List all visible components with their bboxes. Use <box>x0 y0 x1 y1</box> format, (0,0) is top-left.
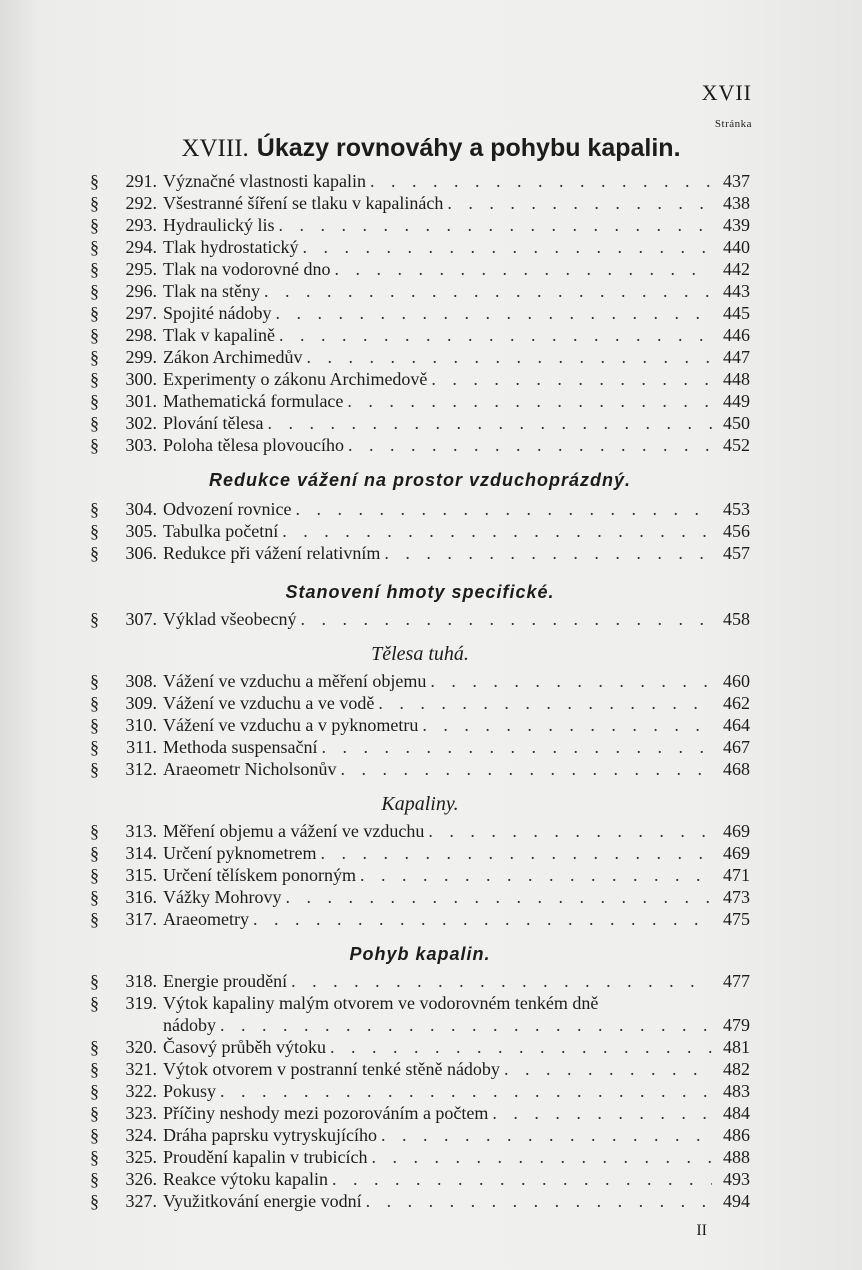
leader-dots <box>428 820 712 842</box>
toc-entry <box>90 280 750 302</box>
section-title: Methoda suspensační <box>163 737 318 757</box>
leader-dots <box>279 324 712 346</box>
section-number: 323. <box>125 1103 157 1123</box>
section-title: Spojité nádoby <box>163 303 272 323</box>
page-roman-numeral: XVII <box>701 80 752 105</box>
page-signature: II <box>696 1222 707 1239</box>
leader-dots <box>340 758 712 780</box>
section-number: 314. <box>125 843 157 863</box>
leader-dots <box>253 908 712 930</box>
leader-dots <box>431 368 712 390</box>
section-mark: § <box>90 215 99 235</box>
leader-dots <box>347 390 712 412</box>
section-mark: § <box>90 237 99 257</box>
page-number: 468 <box>723 759 750 779</box>
section-number: 292. <box>125 193 157 213</box>
section-mark: § <box>90 715 99 735</box>
chapter-heading <box>0 134 862 163</box>
leader-dots <box>320 842 712 864</box>
section-title: Tabulka početní <box>163 521 279 541</box>
page-number: 481 <box>723 1037 750 1057</box>
leader-dots <box>220 1014 712 1036</box>
section-number: 307. <box>125 609 157 629</box>
toc-entry <box>90 970 750 992</box>
toc-entry <box>90 1080 750 1102</box>
leader-dots <box>300 608 712 630</box>
section-title: Význačné vlastnosti kapalin <box>163 171 366 191</box>
section-title: Plování tělesa <box>163 413 264 433</box>
toc-entry <box>90 1102 750 1124</box>
section-mark: § <box>90 347 99 367</box>
toc-entry <box>90 842 750 864</box>
toc-entry <box>90 324 750 346</box>
leader-dots <box>330 1036 712 1058</box>
page-number: 482 <box>723 1059 750 1079</box>
leader-dots <box>381 1124 712 1146</box>
section-mark: § <box>90 193 99 213</box>
section-title: Vážení ve vzduchu a měření objemu <box>163 671 427 691</box>
section-number: 319. <box>125 993 157 1013</box>
toc-entry <box>90 346 750 368</box>
section-mark: § <box>90 303 99 323</box>
section-mark: § <box>90 369 99 389</box>
chapter-title: Úkazy rovnováhy a pohybu kapalin. <box>256 134 681 162</box>
page-number: 462 <box>723 693 750 713</box>
toc-entry <box>90 1146 750 1168</box>
section-number: 309. <box>125 693 157 713</box>
page-number: 471 <box>723 865 750 885</box>
page-number: 488 <box>723 1147 750 1167</box>
leader-dots <box>295 498 712 520</box>
section-mark: § <box>90 693 99 713</box>
section-title: Určení tělískem ponorným <box>163 865 356 885</box>
section-mark: § <box>90 887 99 907</box>
section-number: 320. <box>125 1037 157 1057</box>
section-number: 324. <box>125 1125 157 1145</box>
toc-entry <box>90 758 750 780</box>
section-title: Tlak hydrostatický <box>163 237 299 257</box>
section-mark: § <box>90 171 99 191</box>
toc-entry <box>90 520 750 542</box>
section-number: 293. <box>125 215 157 235</box>
page-number: 437 <box>723 171 750 191</box>
leader-dots <box>384 542 712 564</box>
section-title: nádoby <box>163 1015 216 1035</box>
toc-entry <box>90 236 750 258</box>
section-mark: § <box>90 1037 99 1057</box>
page-number: 477 <box>723 971 750 991</box>
page-number: 452 <box>723 435 750 455</box>
section-number: 301. <box>125 391 157 411</box>
section-number: 315. <box>125 865 157 885</box>
toc-entry <box>90 214 750 236</box>
section-title: Příčiny neshody mezi pozorováním a počtem <box>163 1103 489 1123</box>
section-number: 326. <box>125 1169 157 1189</box>
section-number: 297. <box>125 303 157 323</box>
leader-dots <box>282 520 712 542</box>
section-title: Všestranné šíření se tlaku v kapalinách <box>163 193 444 213</box>
leader-dots <box>278 214 712 236</box>
section-mark: § <box>90 1059 99 1079</box>
section-title: Výtok kapaliny malým otvorem ve vodorovném tenkém dně <box>163 993 599 1013</box>
section-title: Mathematická formulace <box>163 391 344 411</box>
section-number: 327. <box>125 1191 157 1211</box>
section-title: Dráha paprsku vytryskujícího <box>163 1125 377 1145</box>
section-title: Poloha tělesa plovoucího <box>163 435 344 455</box>
section-number: 308. <box>125 671 157 691</box>
leader-dots <box>422 714 712 736</box>
toc-entry <box>90 1190 750 1212</box>
section-mark: § <box>90 521 99 541</box>
section-mark: § <box>90 391 99 411</box>
section-title: Určení pyknometrem <box>163 843 317 863</box>
page-number: 467 <box>723 737 750 757</box>
section-number: 294. <box>125 237 157 257</box>
section-title: Reakce výtoku kapalin <box>163 1169 328 1189</box>
section-number: 304. <box>125 499 157 519</box>
section-mark: § <box>90 671 99 691</box>
leader-dots <box>276 302 713 324</box>
section-number: 316. <box>125 887 157 907</box>
section-title: Energie proudění <box>163 971 288 991</box>
leader-dots <box>334 258 712 280</box>
subheading-telesa-tuha: Tělesa tuhá. <box>371 643 469 665</box>
page-number: 442 <box>723 259 750 279</box>
toc-entry <box>90 908 750 930</box>
page-number: 443 <box>723 281 750 301</box>
section-number: 302. <box>125 413 157 433</box>
section-title: Tlak v kapalině <box>163 325 275 345</box>
section-mark: § <box>90 759 99 779</box>
section-mark: § <box>90 1147 99 1167</box>
page-number: 440 <box>723 237 750 257</box>
leader-dots <box>370 170 712 192</box>
section-number: 317. <box>125 909 157 929</box>
leader-dots <box>504 1058 712 1080</box>
section-title: Pokusy <box>163 1081 217 1101</box>
page-column-label: Stránka <box>714 118 752 130</box>
section-mark: § <box>90 1081 99 1101</box>
page-number: 445 <box>723 303 750 323</box>
section-mark: § <box>90 971 99 991</box>
leader-dots <box>302 236 712 258</box>
section-number: 291. <box>125 171 157 191</box>
section-number: 318. <box>125 971 157 991</box>
leader-dots <box>366 1190 712 1212</box>
section-mark: § <box>90 1169 99 1189</box>
section-mark: § <box>90 909 99 929</box>
page-number: 450 <box>723 413 750 433</box>
section-title: Vážky Mohrovy <box>163 887 282 907</box>
section-title: Využitkování energie vodní <box>163 1191 362 1211</box>
page-number: 448 <box>723 369 750 389</box>
page-number: 439 <box>723 215 750 235</box>
subheading-kapaliny: Kapaliny. <box>381 793 459 815</box>
page-number: 469 <box>723 821 750 841</box>
toc-entry <box>90 434 750 456</box>
leader-dots <box>264 280 712 302</box>
leader-dots <box>430 670 712 692</box>
page-number: 449 <box>723 391 750 411</box>
page-number: 464 <box>723 715 750 735</box>
toc-entry <box>90 886 750 908</box>
section-mark: § <box>90 435 99 455</box>
page-number: 484 <box>723 1103 750 1123</box>
toc-entry <box>90 1124 750 1146</box>
page-number: 494 <box>723 1191 750 1211</box>
section-mark: § <box>90 1103 99 1123</box>
toc-entry <box>90 736 750 758</box>
page-number: 458 <box>723 609 750 629</box>
section-mark: § <box>90 1191 99 1211</box>
toc-entry <box>90 368 750 390</box>
toc-entry <box>90 1014 750 1036</box>
toc-entry <box>90 670 750 692</box>
page-number: 453 <box>723 499 750 519</box>
section-number: 310. <box>125 715 157 735</box>
leader-dots <box>285 886 712 908</box>
section-mark: § <box>90 737 99 757</box>
section-number: 325. <box>125 1147 157 1167</box>
section-mark: § <box>90 843 99 863</box>
section-number: 311. <box>126 737 157 757</box>
chapter-number: XVIII. <box>181 135 249 162</box>
toc-entry <box>90 1168 750 1190</box>
section-number: 295. <box>125 259 157 279</box>
section-mark: § <box>90 821 99 841</box>
section-mark: § <box>90 281 99 301</box>
leader-dots <box>267 412 712 434</box>
leader-dots <box>360 864 712 886</box>
section-mark: § <box>90 993 99 1013</box>
section-number: 322. <box>125 1081 157 1101</box>
section-title: Zákon Archimedův <box>163 347 303 367</box>
page-number: 483 <box>723 1081 750 1101</box>
section-number: 306. <box>125 543 157 563</box>
leader-dots <box>332 1168 712 1190</box>
subheading-stanoveni: Stanovení hmoty specifické. <box>285 582 555 602</box>
section-mark: § <box>90 499 99 519</box>
page-number: 475 <box>723 909 750 929</box>
section-title: Vážení ve vzduchu a v pyknometru <box>163 715 419 735</box>
section-title: Měření objemu a vážení ve vzduchu <box>163 821 425 841</box>
toc-entry <box>90 302 750 324</box>
section-title: Proudění kapalin v trubicích <box>163 1147 368 1167</box>
toc-entry <box>90 864 750 886</box>
section-mark: § <box>90 865 99 885</box>
toc-entry <box>90 608 750 630</box>
section-mark: § <box>90 543 99 563</box>
leader-dots <box>291 970 712 992</box>
toc-entry <box>90 170 750 192</box>
section-number: 321. <box>125 1059 157 1079</box>
section-title: Vážení ve vzduchu a ve vodě <box>163 693 375 713</box>
section-title: Tlak na vodorovné dno <box>163 259 331 279</box>
section-number: 313. <box>125 821 157 841</box>
leader-dots <box>378 692 712 714</box>
toc-entry <box>90 258 750 280</box>
section-title: Araeometr Nicholsonův <box>163 759 337 779</box>
section-number: 303. <box>125 435 157 455</box>
toc-entry <box>90 192 750 214</box>
page-number: 446 <box>723 325 750 345</box>
section-number: 305. <box>125 521 157 541</box>
leader-dots <box>306 346 712 368</box>
section-mark: § <box>90 413 99 433</box>
page-number: 457 <box>723 543 750 563</box>
page-number: 473 <box>723 887 750 907</box>
section-title: Araeometry <box>163 909 249 929</box>
section-title: Tlak na stěny <box>163 281 260 301</box>
toc-entry <box>90 1036 750 1058</box>
section-number: 298. <box>125 325 157 345</box>
page-number: 493 <box>723 1169 750 1189</box>
section-mark: § <box>90 325 99 345</box>
toc-entry <box>90 1058 750 1080</box>
toc-entry <box>90 412 750 434</box>
leader-dots <box>220 1080 712 1102</box>
section-number: 299. <box>125 347 157 367</box>
toc-entry <box>90 992 750 1014</box>
section-title: Redukce při vážení relativním <box>163 543 381 563</box>
leader-dots <box>447 192 712 214</box>
toc-entry <box>90 498 750 520</box>
toc-entry <box>90 714 750 736</box>
section-mark: § <box>90 259 99 279</box>
section-number: 300. <box>125 369 157 389</box>
toc-entry <box>90 542 750 564</box>
section-title: Odvození rovnice <box>163 499 292 519</box>
leader-dots <box>348 434 712 456</box>
page-number: 447 <box>723 347 750 367</box>
section-mark: § <box>90 1125 99 1145</box>
toc-entry <box>90 390 750 412</box>
section-mark: § <box>90 609 99 629</box>
toc-entry <box>90 692 750 714</box>
page-number: 456 <box>723 521 750 541</box>
leader-dots <box>371 1146 712 1168</box>
section-title: Hydraulický lis <box>163 215 275 235</box>
section-number: 312. <box>125 759 157 779</box>
page-number: 460 <box>723 671 750 691</box>
page-number: 486 <box>723 1125 750 1145</box>
leader-dots <box>321 736 712 758</box>
section-title: Časový průběh výtoku <box>163 1037 326 1057</box>
page-number: 479 <box>723 1015 750 1035</box>
section-title: Experimenty o zákonu Archimedově <box>163 369 428 389</box>
page-number: 438 <box>723 193 750 213</box>
leader-dots <box>492 1102 712 1124</box>
subheading-redukce: Redukce vážení na prostor vzduchoprázdný. <box>208 470 632 490</box>
toc-entry <box>90 820 750 842</box>
section-number: 296. <box>125 281 157 301</box>
section-title: Výtok otvorem v postranní tenké stěně nádoby <box>163 1059 500 1079</box>
subheading-pohyb: Pohyb kapalin. <box>349 944 491 964</box>
page-number: 469 <box>723 843 750 863</box>
section-title: Výklad všeobecný <box>163 609 297 629</box>
